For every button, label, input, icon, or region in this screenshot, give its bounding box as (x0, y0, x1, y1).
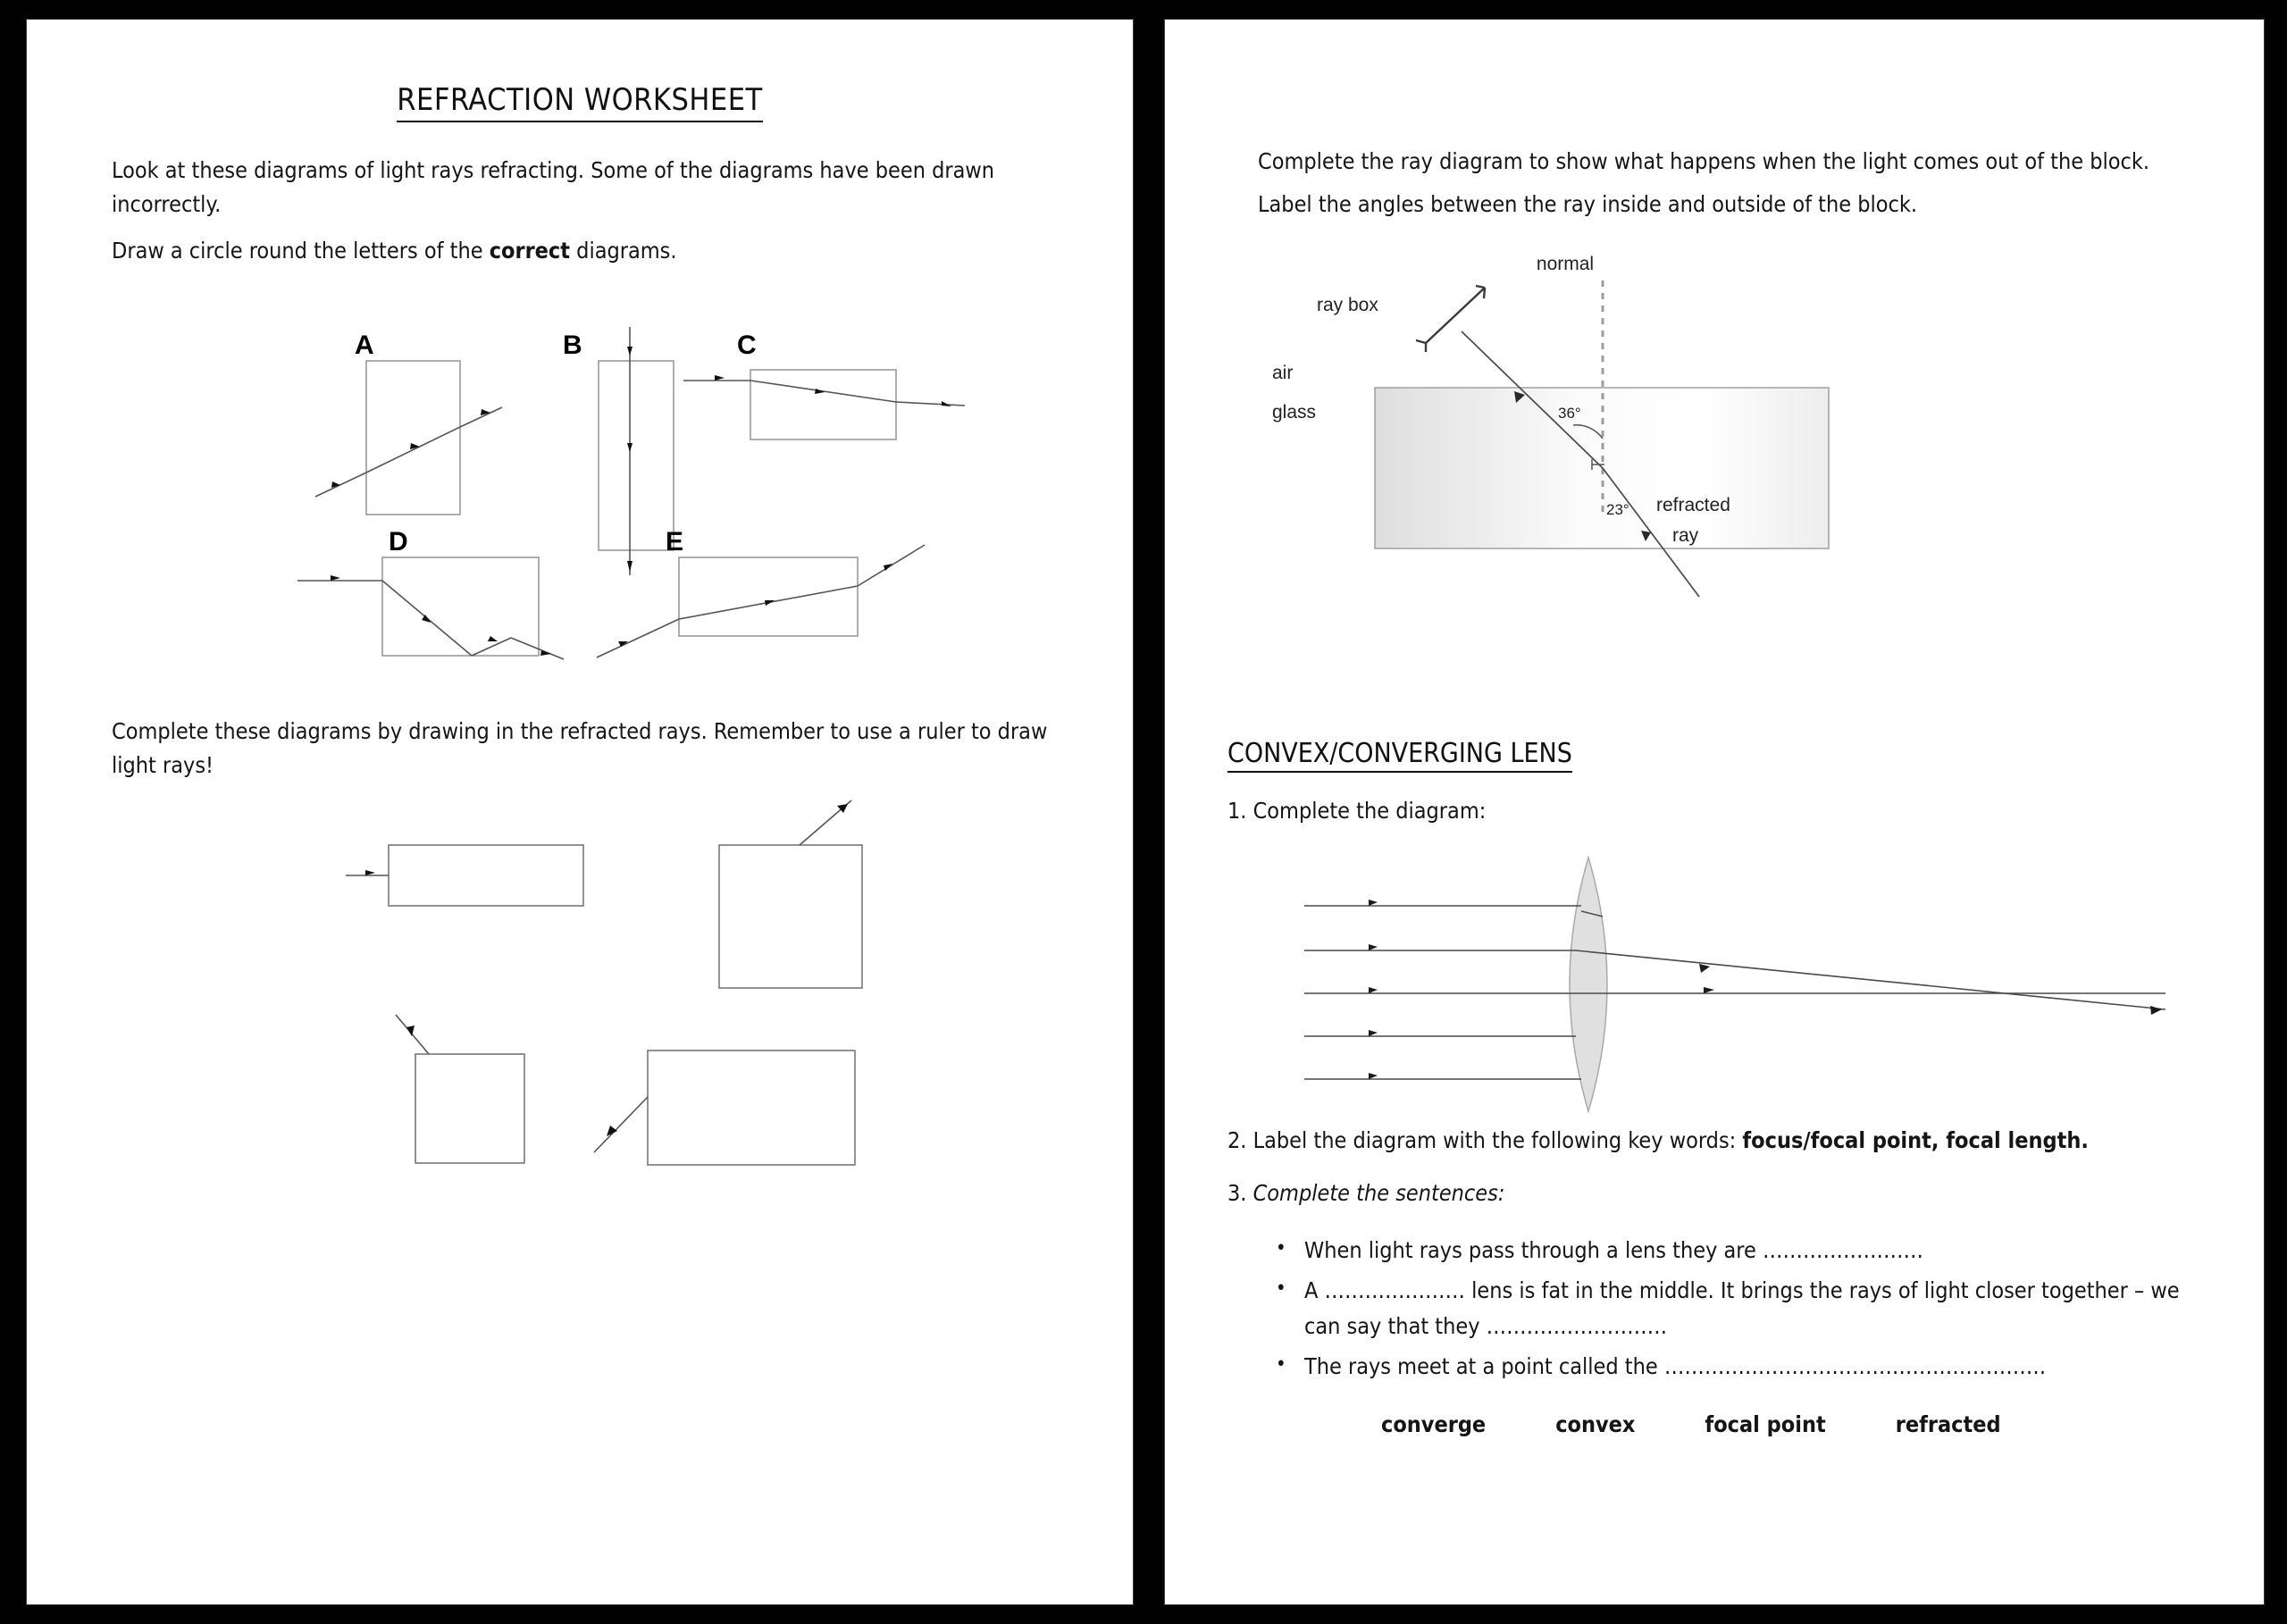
blank-block-4 (594, 1051, 855, 1165)
intro-2-post: diagrams. (570, 238, 677, 264)
converging-ray (1576, 950, 2166, 1009)
lens-section-heading: CONVEX/CONVERGING LENS (1227, 738, 2201, 769)
ray-box-icon (1416, 286, 1485, 352)
intro-paragraph-1: Look at these diagrams of light rays refracting. Some of the diagrams have been drawn incorrectly. (112, 157, 995, 217)
lens-step-3-number: 3. (1227, 1180, 1253, 1206)
glass-block-diagram (1227, 247, 2201, 622)
block-instruction-line-1: Complete the ray diagram to show what happens when the light comes out of the block. (1258, 148, 2150, 174)
intro-2-pre: Draw a circle round the letters of the (112, 238, 490, 264)
diagram-letter-b: B (563, 331, 582, 360)
task-2-paragraph: Complete these diagrams by drawing in the refracted rays. Remember to use a ruler to draw light rays! (112, 718, 1048, 778)
incoming-ray-arrows (1369, 900, 1378, 1079)
sentence-item-3: • The rays meet at a point called the ………………………………………………… (1304, 1349, 2201, 1385)
diagram-b (563, 327, 674, 575)
refracted-ray-label-1: refracted (1656, 495, 1730, 515)
convex-lens-diagram (1227, 850, 2201, 1118)
word-bank-item-convex: convex (1555, 1411, 1636, 1437)
lens-step-2-pre: 2. Label the diagram with the following key words: (1227, 1127, 1743, 1153)
page-right (1165, 20, 2264, 1604)
blank-block-3 (396, 1015, 524, 1163)
lens-shape (1570, 858, 1607, 1111)
blank-block-diagrams (112, 820, 1048, 1177)
incident-angle-label: 36° (1558, 405, 1581, 422)
refracted-ray-label-2: ray (1672, 525, 1699, 546)
diagram-e (597, 527, 925, 657)
lens-step-3 (1227, 1180, 2201, 1206)
page-title: REFRACTION WORKSHEET (112, 82, 1048, 118)
diagram-c (683, 331, 965, 439)
lens-step-3-text: Complete the sentences: (1252, 1180, 1505, 1206)
lens-step-1: 1. Complete the diagram: (1227, 798, 1487, 824)
sentence-list (1227, 1233, 2201, 1385)
diagram-d (297, 527, 564, 659)
diagram-letter-e: E (666, 527, 684, 557)
refracted-angle-label: 23° (1606, 501, 1629, 518)
word-bank (1227, 1411, 2201, 1437)
air-label: air (1272, 363, 1294, 383)
intro-paragraph-2 (112, 234, 1048, 268)
lens-step-2 (1227, 1127, 2201, 1153)
word-bank-item-focal-point: focal point (1705, 1411, 1826, 1437)
diagram-letter-d: D (389, 527, 408, 557)
lens-step-2-keywords: focus/focal point, focal length. (1742, 1127, 2089, 1153)
diagram-a (315, 331, 502, 515)
diagrams-abcde (112, 327, 1048, 684)
sentence-item-2: • A ………………… lens is fat in the middle. It brings the rays of light closer together – we can say that they ……………………… (1304, 1273, 2201, 1345)
sentence-item-1: • When light rays pass through a lens they are …………………… (1304, 1233, 2201, 1269)
intro-2-bold: correct (489, 238, 571, 264)
diagram-letter-c: C (737, 331, 757, 360)
normal-label: normal (1536, 254, 1595, 274)
word-bank-item-converge: converge (1381, 1411, 1487, 1437)
blank-block-2 (719, 800, 862, 988)
incoming-rays (1304, 906, 1588, 1079)
page-left (27, 20, 1133, 1604)
block-instruction-line-2: Label the angles between the ray inside and outside of the block. (1258, 191, 1918, 217)
word-bank-item-refracted: refracted (1895, 1411, 2001, 1437)
glass-label: glass (1272, 402, 1317, 423)
blank-block-1 (346, 845, 583, 906)
ray-box-label: ray box (1317, 295, 1378, 315)
diagram-letter-a: A (355, 331, 374, 360)
